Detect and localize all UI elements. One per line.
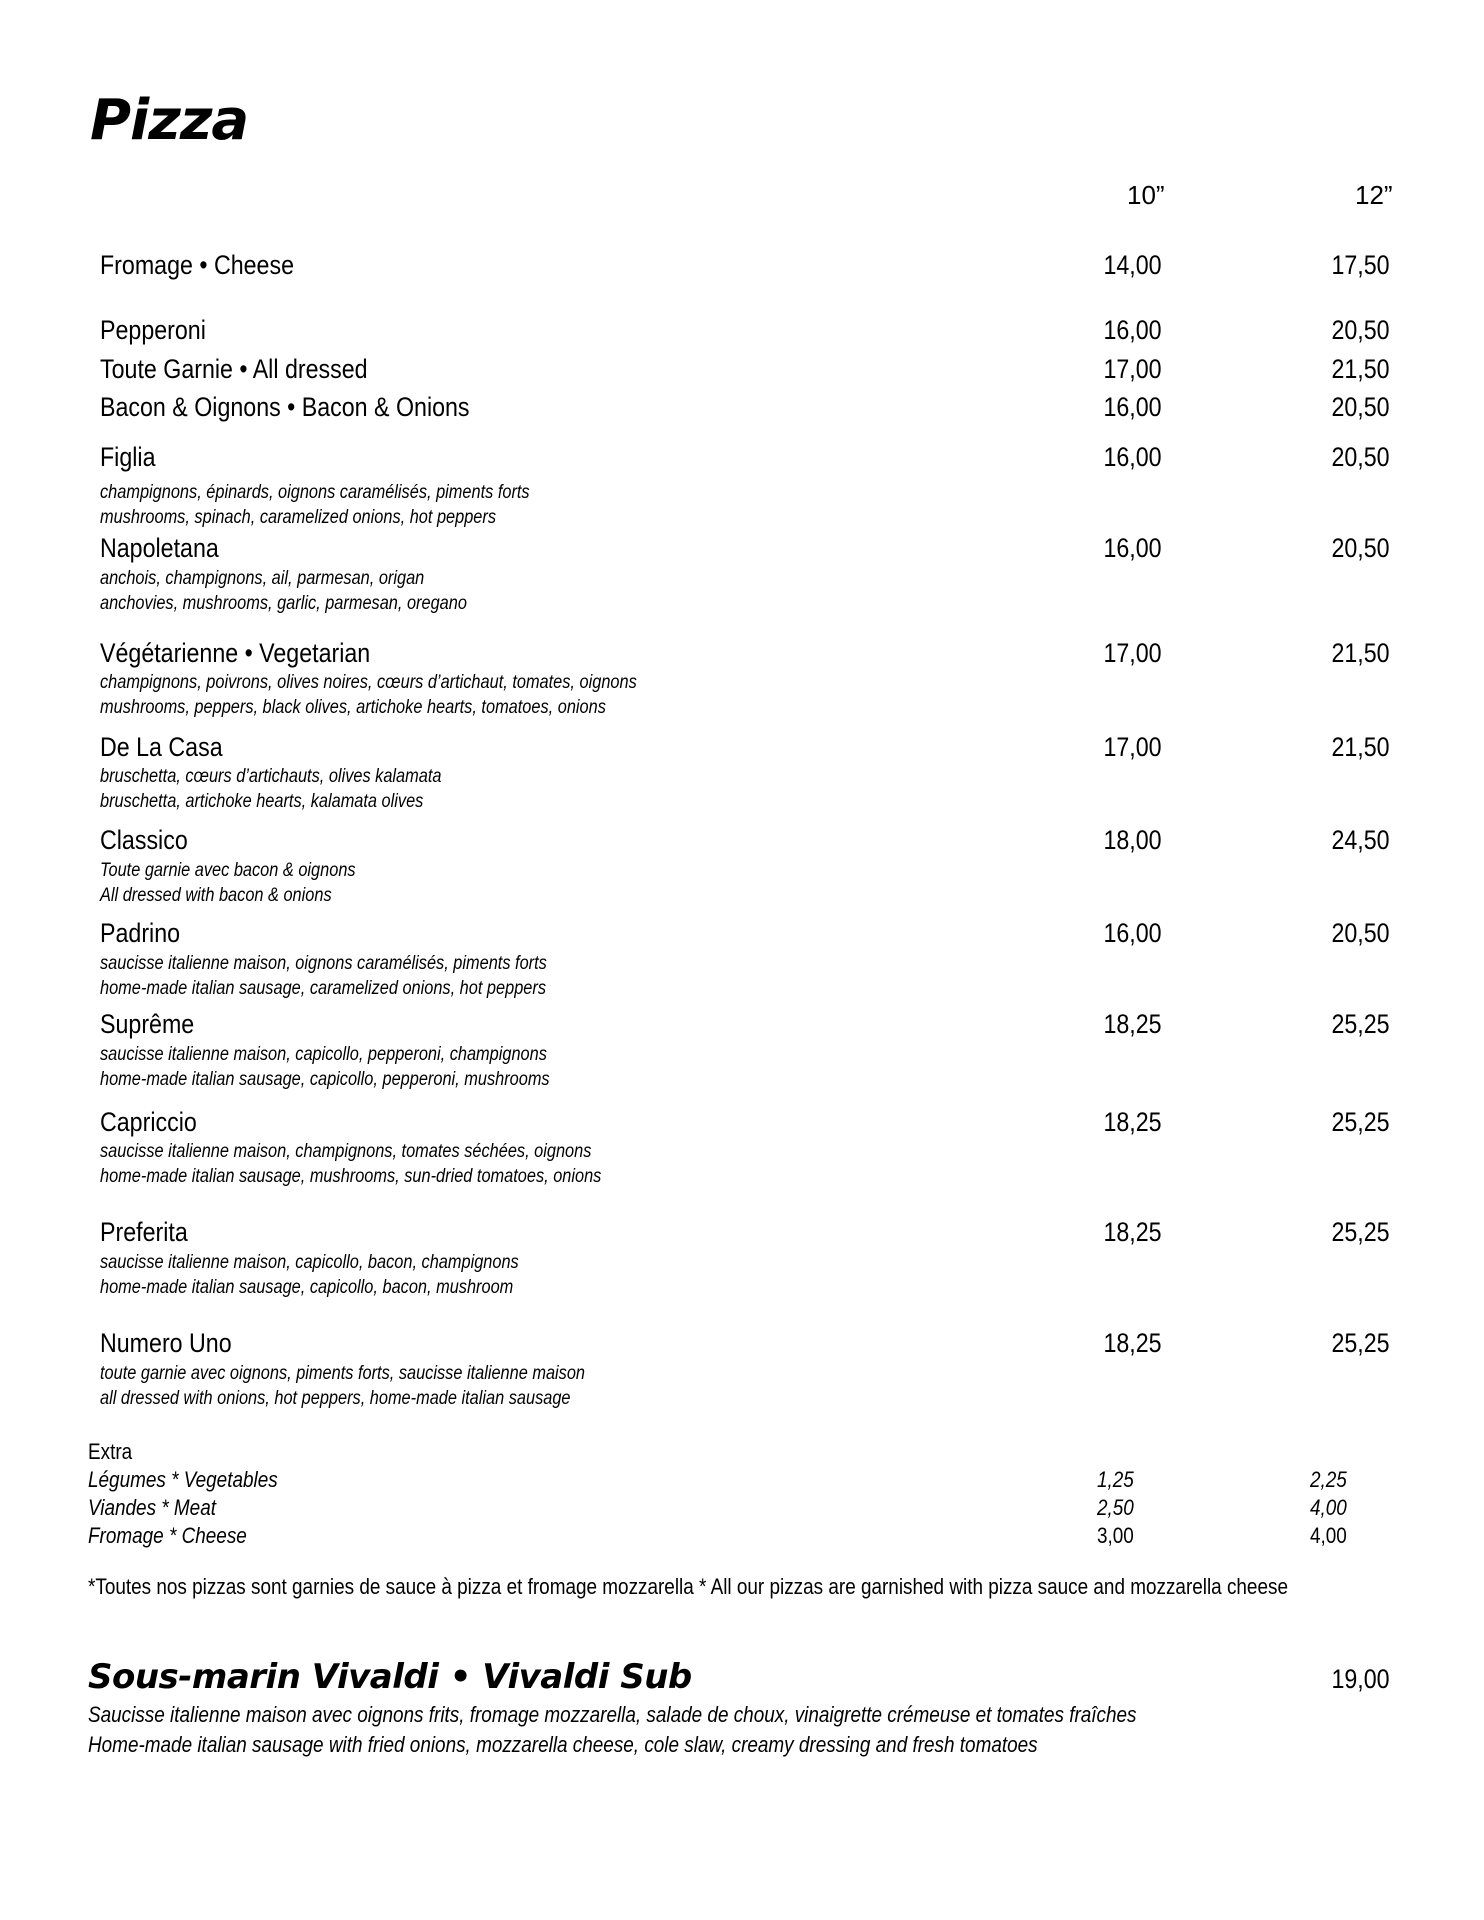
item-price-12: 20,50: [1331, 392, 1390, 422]
item-name: Padrino: [100, 918, 181, 948]
item-name: Capriccio: [100, 1107, 197, 1137]
item-desc-en: bruschetta, artichoke hearts, kalamata olives: [100, 791, 424, 812]
sub-desc-fr: Saucisse italienne maison avec oignons frits, fromage mozzarella, salade de choux, vinaigrette crémeuse et tomates fraîches: [88, 1702, 1137, 1727]
item-price-12: 25,25: [1331, 1107, 1390, 1137]
item-name: Fromage • Cheese: [100, 250, 294, 280]
item-price-10: 17,00: [1103, 732, 1162, 762]
item-price-10: 18,25: [1103, 1328, 1162, 1358]
extra-row-price-12: 4,00: [1310, 1523, 1347, 1548]
item-desc-en: All dressed with bacon & onions: [100, 885, 332, 906]
extra-row-price-12: 2,25: [1310, 1467, 1347, 1492]
extra-row-name: Fromage * Cheese: [88, 1523, 247, 1548]
item-price-12: 25,25: [1331, 1217, 1390, 1247]
item-desc-fr: toute garnie avec oignons, piments forts, saucisse italienne maison: [100, 1363, 586, 1384]
item-desc-fr: saucisse italienne maison, capicollo, bacon, champignons: [100, 1252, 519, 1273]
item-desc-en: all dressed with onions, hot peppers, home-made italian sausage: [100, 1388, 571, 1409]
item-price-12: 20,50: [1331, 533, 1390, 563]
item-name: Figlia: [100, 442, 156, 472]
item-price-12: 20,50: [1331, 442, 1390, 472]
extra-row-price-10: 3,00: [1097, 1523, 1134, 1548]
item-price-12: 20,50: [1331, 918, 1390, 948]
item-price-10: 16,00: [1103, 442, 1162, 472]
item-price-10: 16,00: [1103, 392, 1162, 422]
item-price-12: 25,25: [1331, 1009, 1390, 1039]
pizza-note: *Toutes nos pizzas sont garnies de sauce à pizza et fromage mozzarella * All our pizzas are garnished with pizza sauce and mozzarella cheese: [88, 1574, 1288, 1599]
item-name: Classico: [100, 825, 188, 855]
item-name: Numero Uno: [100, 1328, 232, 1358]
item-price-10: 18,25: [1103, 1217, 1162, 1247]
item-desc-fr: anchois, champignons, ail, parmesan, origan: [100, 568, 425, 589]
extra-row-price-10: 2,50: [1097, 1495, 1134, 1520]
item-desc-en: anchovies, mushrooms, garlic, parmesan, oregano: [100, 593, 467, 614]
item-name: Pepperoni: [100, 315, 206, 345]
page-title: Pizza: [90, 88, 249, 153]
item-price-12: 21,50: [1331, 638, 1390, 668]
item-price-12: 20,50: [1331, 315, 1390, 345]
item-price-12: 24,50: [1331, 825, 1390, 855]
item-desc-fr: champignons, épinards, oignons caramélisés, piments forts: [100, 482, 530, 503]
sub-title: Sous-marin Vivaldi • Vivaldi Sub: [88, 1657, 692, 1697]
extra-row-name: Viandes * Meat: [88, 1495, 216, 1520]
item-price-12: 21,50: [1331, 732, 1390, 762]
extra-row-price-12: 4,00: [1310, 1495, 1347, 1520]
item-desc-fr: saucisse italienne maison, champignons, tomates séchées, oignons: [100, 1141, 592, 1162]
item-price-10: 18,25: [1103, 1107, 1162, 1137]
item-desc-fr: Toute garnie avec bacon & oignons: [100, 860, 356, 881]
item-desc-en: home-made italian sausage, mushrooms, sun-dried tomatoes, onions: [100, 1166, 602, 1187]
item-desc-fr: saucisse italienne maison, capicollo, pepperoni, champignons: [100, 1044, 547, 1065]
item-desc-en: home-made italian sausage, caramelized onions, hot peppers: [100, 978, 546, 999]
item-price-10: 18,25: [1103, 1009, 1162, 1039]
item-price-10: 14,00: [1103, 250, 1162, 280]
item-price-12: 17,50: [1331, 250, 1390, 280]
item-price-10: 17,00: [1103, 354, 1162, 384]
item-name: Napoletana: [100, 533, 219, 563]
item-name: Toute Garnie • All dressed: [100, 354, 368, 384]
item-desc-en: mushrooms, peppers, black olives, artichoke hearts, tomatoes, onions: [100, 697, 606, 718]
sub-price: 19,00: [1331, 1664, 1390, 1694]
size-header-10: 10”: [1127, 180, 1165, 210]
extras-label: Extra: [88, 1439, 133, 1464]
item-desc-en: home-made italian sausage, capicollo, bacon, mushroom: [100, 1277, 514, 1298]
item-name: Preferita: [100, 1217, 188, 1247]
sub-desc-en: Home-made italian sausage with fried onions, mozzarella cheese, cole slaw, creamy dressing and fresh tomatoes: [88, 1732, 1038, 1757]
item-name: Suprême: [100, 1009, 195, 1039]
item-desc-fr: champignons, poivrons, olives noires, cœurs d’artichaut, tomates, oignons: [100, 672, 637, 693]
item-price-10: 16,00: [1103, 315, 1162, 345]
item-price-10: 16,00: [1103, 533, 1162, 563]
item-name: Végétarienne • Vegetarian: [100, 638, 371, 668]
extra-row-name: Légumes * Vegetables: [88, 1467, 278, 1492]
item-desc-en: home-made italian sausage, capicollo, pepperoni, mushrooms: [100, 1069, 550, 1090]
item-price-10: 16,00: [1103, 918, 1162, 948]
item-desc-fr: saucisse italienne maison, oignons caramélisés, piments forts: [100, 953, 547, 974]
item-price-10: 17,00: [1103, 638, 1162, 668]
item-desc-fr: bruschetta, cœurs d’artichauts, olives kalamata: [100, 766, 442, 787]
extra-row-price-10: 1,25: [1097, 1467, 1134, 1492]
item-desc-en: mushrooms, spinach, caramelized onions, hot peppers: [100, 507, 497, 528]
item-name: De La Casa: [100, 732, 223, 762]
item-name: Bacon & Oignons • Bacon & Onions: [100, 392, 470, 422]
item-price-12: 21,50: [1331, 354, 1390, 384]
size-header-12: 12”: [1355, 180, 1393, 210]
item-price-12: 25,25: [1331, 1328, 1390, 1358]
item-price-10: 18,00: [1103, 825, 1162, 855]
